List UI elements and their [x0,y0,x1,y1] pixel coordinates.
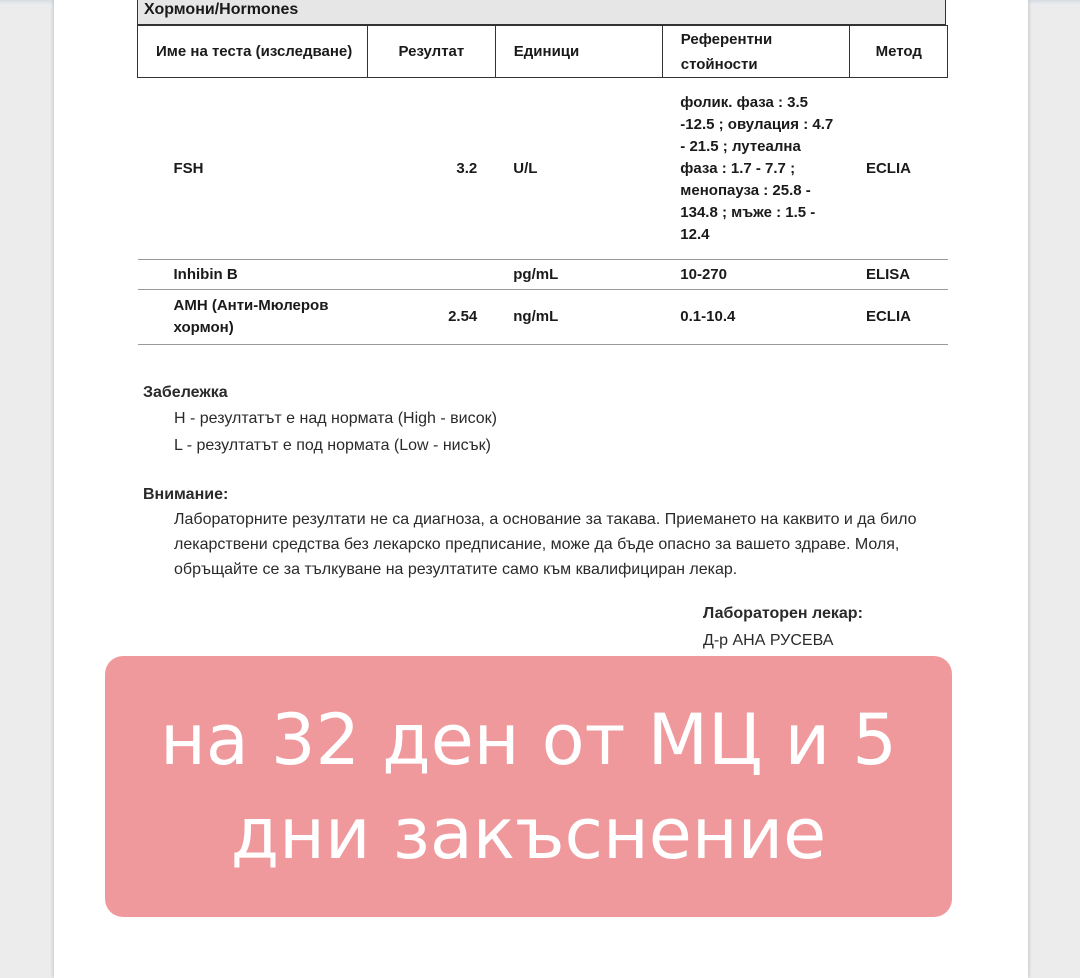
table-row [138,290,948,345]
note-section [143,381,497,459]
row-method: ECLIA [850,290,948,345]
row-test-name: FSH [138,78,368,260]
row-test-name: Inhibin B [138,260,368,290]
caption-text: на 32 ден от МЦ и 5 дни закъснение [160,698,897,875]
row-unit: ng/mL [495,290,662,345]
row-unit: pg/mL [495,260,662,290]
table-row [138,78,948,260]
row-method: ELISA [850,260,948,290]
signer-name: Д-р АНА РУСЕВА [703,632,834,649]
warning-title: Внимание: [143,486,229,503]
row-reference: фолик. фаза : 3.5 -12.5 ; овулация : 4.7 - 21.5 ; лутеална фаза : 1.7 - 7.7 ; менопауза : 25.8 - 134.8 ; мъже : 1.5 - 12.4 [662,78,850,260]
header-reference: Референтни стойности [662,26,850,78]
caption-overlay [105,656,952,917]
table-row [138,260,948,290]
header-result: Резултат [367,26,495,78]
table-header-row [138,26,948,78]
warning-section [143,483,974,582]
row-result: 3.2 [367,78,495,260]
results-table [137,25,948,345]
signer-block [703,600,863,654]
row-result [367,260,495,290]
row-reference: 10-270 [662,260,850,290]
row-result: 2.54 [367,290,495,345]
warning-text: Лабораторните резултати не са диагноза, а основание за такава. Приемането на каквито и да било лекарствени средства без лекарско предписание, може да бъде опасно за вашето здраве. Моля, обръщайте се за тълкуване на резултатите само към квалифициран лекар. [174,511,917,578]
row-reference: 0.1-10.4 [662,290,850,345]
note-line-low: L - резултатът е под нормата (Low - нисък) [174,437,491,454]
section-title: Хормони/Hormones [137,0,946,25]
note-title: Забележка [143,384,228,401]
note-line-high: H - резултатът е над нормата (High - висок) [174,410,497,427]
signer-title: Лабораторен лекар: [703,605,863,622]
header-method: Метод [850,26,948,78]
header-units: Единици [495,26,662,78]
row-method: ECLIA [850,78,948,260]
row-unit: U/L [495,78,662,260]
header-test-name: Име на теста (изследване) [138,26,368,78]
row-test-name: AMH (Анти-Мюлеров хормон) [138,290,368,345]
